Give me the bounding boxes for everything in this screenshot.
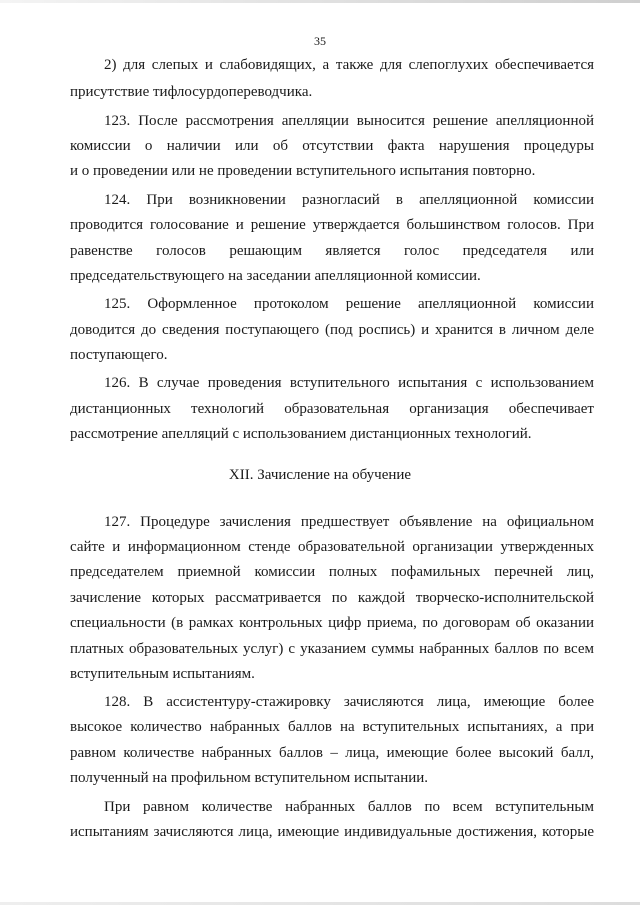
text-line: 124. При возникновении разногласий в апелляционной комиссии <box>104 192 594 208</box>
text-line: платных образовательных услуг) с указанием суммы набранных баллов по всем <box>70 641 594 657</box>
text-line: вступительным испытаниям. <box>70 666 255 682</box>
text-line: специальности (в рамках контрольных цифр приема, по договорам об оказании <box>70 615 594 631</box>
text-line: полученный на профильном вступительном испытании. <box>70 770 429 786</box>
text-line: комиссии о наличии или об отсутствии факта нарушения процедуры <box>70 138 594 154</box>
text-line: дистанционных технологий образовательная организация обеспечивает <box>70 401 594 417</box>
text-line: При равном количестве набранных баллов по всем вступительным <box>104 799 594 815</box>
page-number: 35 <box>314 34 326 48</box>
text-line: рассмотрение апелляций с использованием дистанционных технологий. <box>70 426 532 442</box>
text-line: сайте и информационном стенде образовательной организации утвержденных <box>70 539 594 555</box>
text-line: доводится до сведения поступающего (под роспись) и хранится в личном деле <box>70 322 594 338</box>
text-line: 123. После рассмотрения апелляции выносится решение апелляционной <box>104 113 594 129</box>
text-line: зачисление которых рассматривается по каждой творческо-исполнительской <box>70 590 594 606</box>
text-line: председателем приемной комиссии полных пофамильных перечней лиц, <box>70 564 594 580</box>
text-line: 125. Оформленное протоколом решение апелляционной комиссии <box>104 296 594 312</box>
text-line: проводится голосование и решение утверждается большинством голосов. При <box>70 217 594 233</box>
text-line: равенстве голосов решающим является голос председателя или <box>70 243 594 259</box>
text-line: равном количестве набранных баллов – лица, имеющие более высокий балл, <box>70 745 594 761</box>
text-line: 127. Процедуре зачисления предшествует объявление на официальном <box>104 514 594 530</box>
text-line: председательствующего на заседании апелляционной комиссии. <box>70 268 481 284</box>
text-line: присутствие тифлосурдопереводчика. <box>70 84 313 100</box>
text-line: 128. В ассистентуру-стажировку зачисляются лица, имеющие более <box>104 694 594 710</box>
section-heading: XII. Зачисление на обучение <box>228 467 412 483</box>
text-line: испытаниям зачисляются лица, имеющие индивидуальные достижения, которые <box>70 824 594 840</box>
text-line: и о проведении или не проведении вступительного испытания повторно. <box>70 163 536 179</box>
text-line: высокое количество набранных баллов на вступительных испытаниях, а при <box>70 719 594 735</box>
text-line: поступающего. <box>70 347 168 363</box>
page-top-edge <box>0 0 640 3</box>
text-line: 126. В случае проведения вступительного испытания с использованием <box>104 375 594 391</box>
text-line: 2) для слепых и слабовидящих, а также для слепоглухих обеспечивается <box>104 57 594 73</box>
